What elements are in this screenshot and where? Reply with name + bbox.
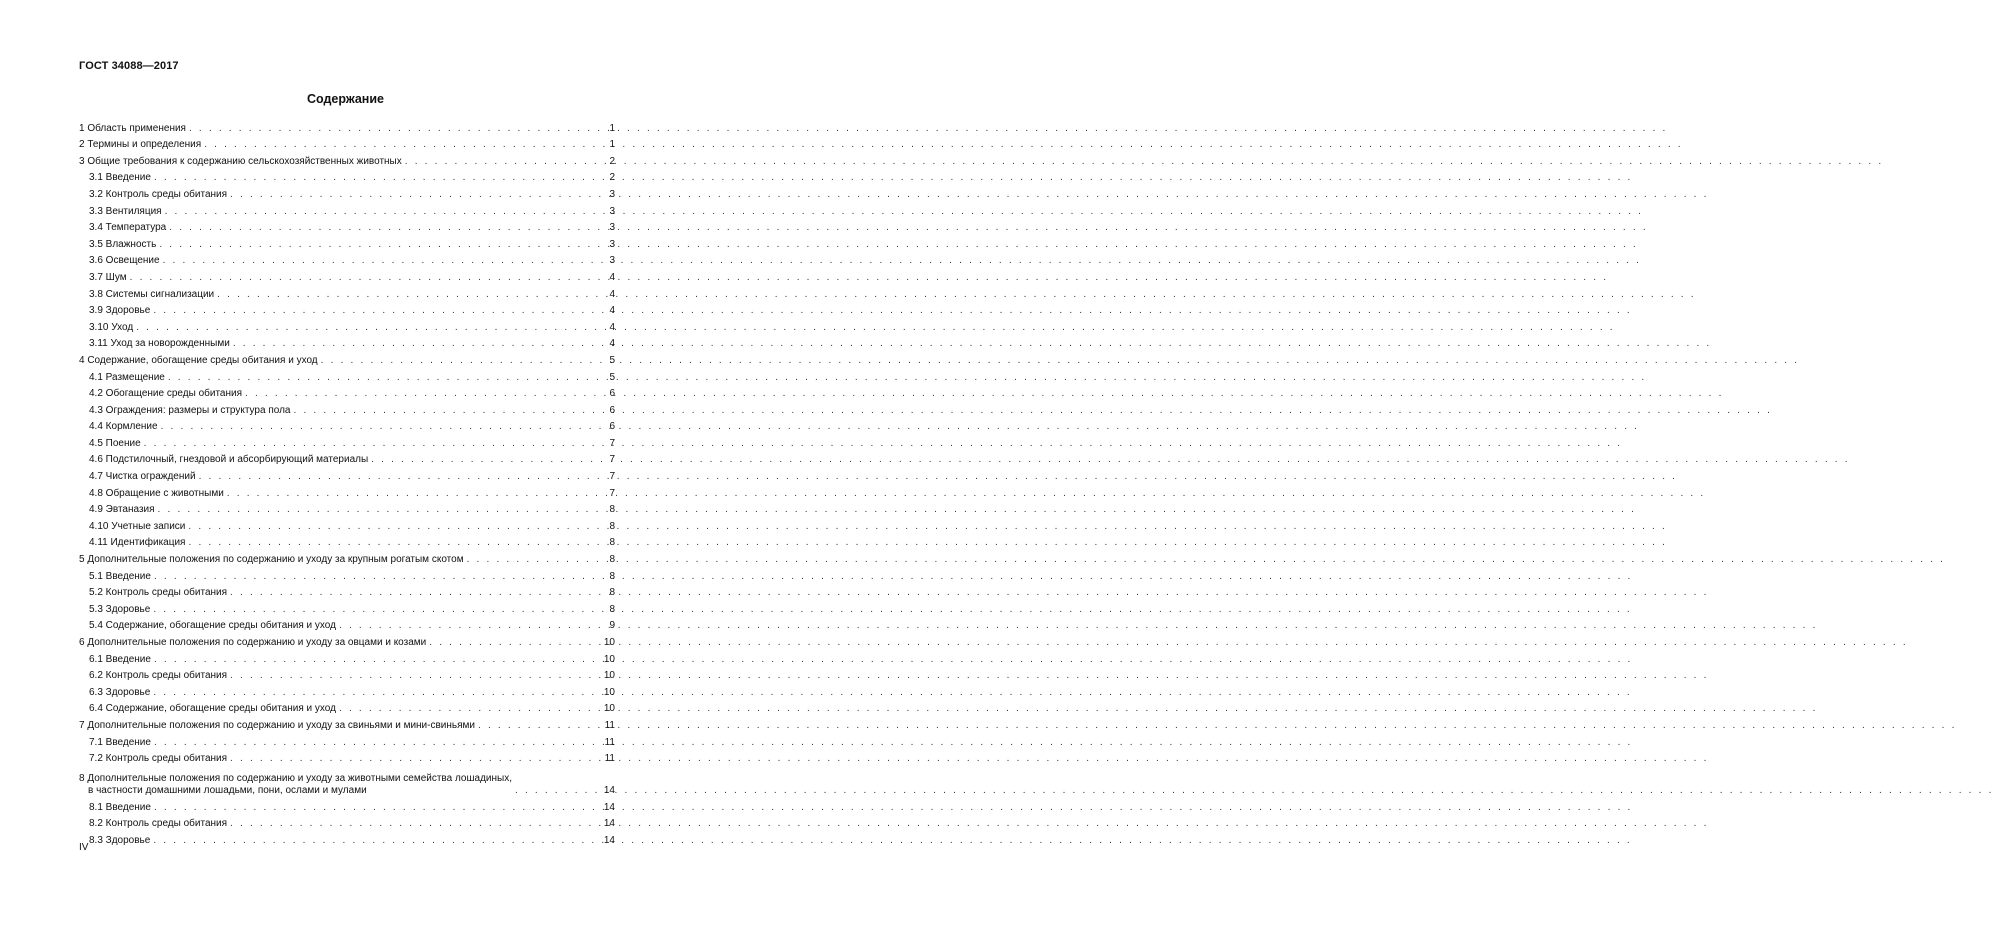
toc-entry-title: 5.3 Здоровье — [89, 603, 151, 615]
toc-entry[interactable] — [79, 384, 615, 401]
toc-dot-leader — [169, 222, 602, 234]
toc-entry-title: 5.1 Введение — [89, 570, 151, 582]
toc-dot-leader — [154, 802, 601, 814]
toc-dot-leader — [371, 454, 602, 466]
toc-page-number: 5 — [609, 354, 615, 366]
toc-page-number: 11 — [604, 719, 615, 731]
toc-entry-title: 6 Дополнительные положения по содержанию и уходу за овцами и козами — [79, 637, 427, 648]
toc-entry-title-continuation: в частности домашними лошадьми, пони, ослами и мулами — [88, 785, 367, 797]
toc-entry-title: 8.2 Контроль среды обитания — [89, 818, 228, 830]
toc-dot-leader — [204, 139, 602, 151]
toc-page-number: 3 — [609, 238, 615, 250]
toc-entry[interactable] — [79, 765, 615, 797]
toc-entry-title: 7 Дополнительные положения по содержанию и уходу за свиньями и мини-свиньями — [79, 719, 475, 731]
page-number: IV — [79, 842, 89, 853]
toc-entry[interactable] — [79, 118, 615, 135]
toc-dot-leader — [233, 338, 602, 350]
toc-page-number: 7 — [609, 437, 615, 449]
toc-dot-leader — [515, 785, 601, 797]
toc-entry[interactable] — [79, 682, 615, 699]
toc-entry[interactable] — [79, 732, 615, 749]
toc-page-number: 1 — [609, 139, 615, 151]
toc-dot-leader — [189, 123, 602, 135]
toc-dot-leader — [405, 156, 602, 168]
toc-page-number: 3 — [609, 205, 615, 217]
toc-entry-title: 7.2 Контроль среды обитания — [89, 753, 228, 765]
toc-dot-leader — [168, 372, 602, 384]
toc-entry-title: 4.2 Обогащение среды обитания — [89, 388, 242, 400]
toc-entry-title: 1 Область применения — [79, 122, 186, 134]
toc-entry-title: 3.11 Уход за новорожденными — [89, 338, 230, 350]
toc-page-number: 11 — [604, 753, 615, 765]
toc-entry[interactable] — [79, 699, 615, 716]
toc-entry-title: 4.9 Эвтаназия — [89, 504, 155, 516]
toc-entry[interactable] — [79, 533, 615, 550]
toc-entry-title: 3.10 Уход — [89, 321, 134, 333]
toc-dot-leader — [230, 670, 601, 682]
toc-entry-title: 3.7 Шум — [89, 271, 127, 283]
toc-entry[interactable] — [79, 267, 615, 284]
toc-dot-leader — [467, 554, 602, 566]
toc-dot-leader — [199, 471, 602, 483]
toc-entry-title: 4 Содержание, обогащение среды обитания и уход — [79, 354, 318, 366]
toc-entry-title: 3.6 Освещение — [89, 255, 160, 267]
toc-dot-leader — [245, 388, 602, 400]
toc-entry-title: 3.8 Системы сигнализации — [89, 288, 215, 300]
toc-entry-title: 7.1 Введение — [89, 736, 151, 748]
toc-entry-title: 4.6 Подстилочный, гнездовой и абсорбирующий материалы — [89, 454, 369, 466]
toc-page-number: 3 — [609, 188, 615, 200]
toc-entry[interactable] — [79, 715, 615, 732]
toc-page-number: 8 — [609, 587, 615, 599]
toc-entry-title: 8.3 Здоровье — [89, 834, 151, 846]
toc-dot-leader — [144, 438, 602, 450]
toc-page-number: 8 — [609, 520, 615, 532]
toc-entry-title: 4.4 Кормление — [89, 421, 158, 433]
toc-title: Содержание — [306, 92, 384, 106]
toc-page-number: 4 — [609, 288, 615, 300]
toc-dot-leader — [188, 537, 602, 549]
toc-entry[interactable] — [79, 483, 615, 500]
toc-dot-leader — [154, 737, 602, 749]
toc-entry-title: 5.4 Содержание, обогащение среды обитания и уход — [89, 620, 336, 632]
toc-entry-title: 5.2 Контроль среды обитания — [89, 587, 228, 599]
toc-entry[interactable] — [79, 417, 615, 434]
toc-entry[interactable] — [79, 599, 615, 616]
toc-entry[interactable] — [79, 251, 615, 268]
toc-page-number: 2 — [609, 155, 615, 167]
toc-page-number: 7 — [609, 487, 615, 499]
toc-entry-title: 6.3 Здоровье — [89, 686, 151, 698]
toc-entry[interactable] — [79, 450, 615, 467]
toc-entry-title: 3.1 Введение — [89, 172, 151, 184]
toc-entry-title: 3 Общие требования к содержанию сельскохозяйственных животных — [79, 155, 402, 167]
toc-page-number: 14 — [603, 785, 615, 797]
toc-entry-title: 8.1 Введение — [89, 801, 151, 813]
toc-dot-leader — [154, 654, 601, 666]
toc-page-number: 8 — [609, 537, 615, 549]
toc-page-number: 4 — [609, 338, 615, 350]
toc-page-number: 8 — [609, 554, 615, 566]
toc-dot-leader — [217, 289, 602, 301]
toc-entry-title: 4.11 Идентификация — [89, 537, 186, 549]
toc-entry[interactable] — [79, 301, 615, 318]
toc-page-number: 10 — [603, 703, 615, 715]
toc-page-number: 7 — [609, 454, 615, 466]
toc-entry[interactable] — [79, 814, 615, 831]
toc-page-number: 4 — [609, 321, 615, 333]
toc-entry-title: 6.2 Контроль среды обитания — [89, 670, 228, 682]
toc-dot-leader — [339, 620, 602, 632]
toc-dot-leader — [154, 571, 602, 583]
toc-dot-leader — [230, 189, 602, 201]
toc-page-number: 5 — [609, 371, 615, 383]
toc-entry-title: 3.5 Влажность — [89, 238, 157, 250]
toc-dot-leader — [161, 421, 602, 433]
toc-dot-leader — [188, 521, 602, 533]
toc-entry[interactable] — [79, 400, 615, 417]
toc-dot-leader — [230, 753, 602, 765]
toc-entry[interactable] — [79, 566, 615, 583]
toc-entry[interactable] — [79, 649, 615, 666]
toc-dot-leader — [339, 703, 601, 715]
toc-dot-leader — [230, 818, 601, 830]
toc-entry[interactable] — [79, 350, 615, 367]
toc-page-number: 10 — [603, 653, 615, 665]
toc-entry-title: 4.10 Учетные записи — [89, 520, 186, 532]
toc-page-number: 3 — [609, 255, 615, 267]
toc-dot-leader — [153, 604, 602, 616]
toc-dot-leader — [227, 488, 602, 500]
toc-entry-title: 3.9 Здоровье — [89, 305, 151, 317]
toc-entry[interactable] — [79, 234, 615, 251]
toc-entry[interactable] — [79, 184, 615, 201]
toc-entry[interactable] — [79, 632, 615, 649]
toc-entry[interactable] — [79, 797, 615, 814]
toc-dot-leader — [130, 272, 602, 284]
toc-entry-title: 3.2 Контроль среды обитания — [89, 188, 228, 200]
toc-entry[interactable] — [79, 284, 615, 301]
toc-dot-leader — [293, 405, 602, 417]
toc-dot-leader — [230, 587, 602, 599]
toc-dot-leader — [165, 206, 602, 218]
toc-page-number: 10 — [603, 670, 615, 682]
toc-dot-leader — [163, 255, 602, 267]
toc-entry[interactable] — [79, 749, 615, 766]
toc-entry[interactable] — [79, 500, 615, 517]
toc-page-number: 4 — [609, 305, 615, 317]
toc-dot-leader — [136, 322, 602, 334]
toc-entry[interactable] — [79, 151, 615, 168]
toc-entry-title: 2 Термины и определения — [79, 139, 202, 151]
toc-page-number: 8 — [609, 603, 615, 615]
toc-entry[interactable] — [79, 666, 615, 683]
toc-page-number: 14 — [603, 818, 615, 830]
toc-page-number: 1 — [609, 122, 615, 134]
toc-page-number: 14 — [603, 801, 615, 813]
toc-page-number: 7 — [609, 471, 615, 483]
toc-page-number: 6 — [609, 421, 615, 433]
toc-entry[interactable] — [79, 334, 615, 351]
toc-page-number: 9 — [609, 620, 615, 632]
toc-entry[interactable] — [79, 201, 615, 218]
toc-entry-title: 4.1 Размещение — [89, 371, 165, 383]
toc-page-number: 11 — [604, 736, 615, 748]
toc-entry[interactable] — [79, 168, 615, 185]
toc-entry[interactable] — [79, 433, 615, 450]
toc-entry[interactable] — [79, 317, 615, 334]
toc-page-number: 8 — [609, 570, 615, 582]
toc-entry[interactable] — [79, 616, 615, 633]
toc-entry[interactable] — [79, 549, 615, 566]
toc-page-number: 4 — [609, 271, 615, 283]
toc-page-number: 6 — [609, 404, 615, 416]
toc-dot-leader — [154, 172, 602, 184]
toc-page-number: 10 — [603, 637, 615, 648]
toc-entry-title: 4.3 Ограждения: размеры и структура пола — [89, 404, 291, 416]
toc-entry-title: 8 Дополнительные положения по содержанию и уходу за животными семейства лошадиных, — [79, 773, 512, 785]
toc-entry-title: 6.1 Введение — [89, 653, 151, 665]
table-of-contents — [79, 118, 615, 847]
toc-entry-title: 4.8 Обращение с животными — [89, 487, 224, 499]
document-code: ГОСТ 34088—2017 — [79, 60, 179, 72]
toc-dot-leader — [153, 687, 601, 699]
toc-entry-title: 3.4 Температура — [89, 222, 167, 234]
toc-dot-leader — [153, 835, 601, 847]
toc-dot-leader — [429, 637, 601, 649]
toc-page-number: 10 — [603, 686, 615, 698]
toc-dot-leader — [478, 720, 602, 732]
toc-dot-leader — [321, 355, 602, 367]
toc-entry[interactable] — [79, 516, 615, 533]
toc-entry[interactable] — [79, 830, 615, 847]
toc-page-number: 2 — [609, 172, 615, 184]
toc-entry[interactable] — [79, 135, 615, 152]
toc-entry-title: 4.7 Чистка ограждений — [89, 471, 196, 483]
toc-entry-title: 5 Дополнительные положения по содержанию и уходу за крупным рогатым скотом — [79, 554, 464, 566]
toc-page-number: 3 — [609, 222, 615, 234]
toc-entry-title: 3.3 Вентиляция — [89, 205, 162, 217]
toc-entry-title: 4.5 Поение — [89, 437, 141, 449]
toc-entry[interactable] — [79, 466, 615, 483]
toc-dot-leader — [153, 305, 602, 317]
toc-entry-title: 6.4 Содержание, обогащение среды обитания и уход — [89, 703, 336, 715]
toc-entry[interactable] — [79, 367, 615, 384]
toc-page-number: 8 — [609, 504, 615, 516]
toc-dot-leader — [159, 239, 602, 251]
toc-page-number: 6 — [609, 388, 615, 400]
toc-entry[interactable] — [79, 218, 615, 235]
toc-page-number: 14 — [603, 834, 615, 846]
toc-dot-leader — [158, 504, 602, 516]
toc-entry[interactable] — [79, 583, 615, 600]
